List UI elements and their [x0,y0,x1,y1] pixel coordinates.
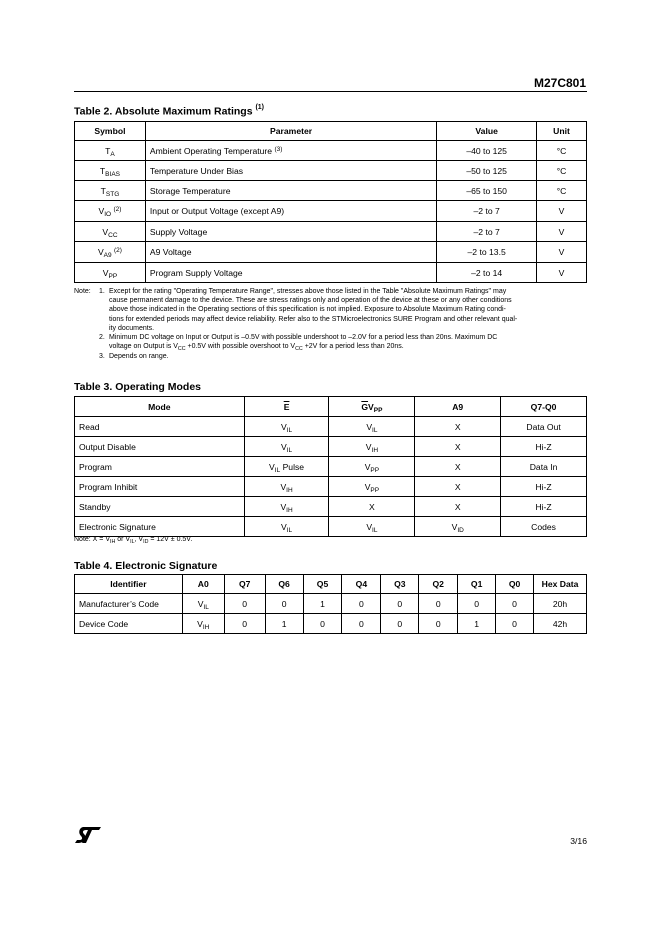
unit-cell: V [537,242,587,263]
bit-cell: 0 [381,614,419,634]
a9-cell: X [415,477,501,497]
g-cell: $V_{PP}$ [329,457,415,477]
bit-cell: 0 [303,614,342,634]
unit-cell: V [537,201,587,222]
header-a9: A9 [415,397,501,417]
header-parameter: Parameter [145,122,436,141]
q-cell: Data In [501,457,587,477]
identifier-cell: Device Code [75,614,183,634]
header-q7: Q7 [224,575,265,594]
a9-cell: X [415,457,501,477]
table4-title: Table 4. Electronic Signature [74,560,218,572]
bit-cell: 1 [458,614,496,634]
unit-cell: V [537,222,587,242]
header-unit: Unit [537,122,587,141]
table-header-row [75,122,587,141]
bit-cell: 0 [419,594,458,614]
table2-notes [74,287,587,362]
g-cell: $V_{IH}$ [329,437,415,457]
parameter-cell: Ambient Operating Temperature $^{(3)}$ [145,141,436,161]
parameter-cell: Program Supply Voltage [145,263,436,283]
table2-title [74,105,264,118]
symbol-cell: $V_{IO}$ $^{(2)}$ [75,201,146,222]
q-cell: Codes [501,517,587,537]
hex-cell: 20h [534,594,587,614]
mode-cell: Read [75,417,245,437]
table-row [75,201,587,222]
page-number: 3/16 [570,836,587,846]
a0-cell: $V_{IH}$ [182,614,224,634]
bit-cell: 0 [224,614,265,634]
parameter-cell: Supply Voltage [145,222,436,242]
a0-cell: $V_{IL}$ [182,594,224,614]
value-cell: –2 to 7 [437,222,537,242]
header-rule [74,91,587,92]
table-row [75,614,587,634]
table2-title-text: Table 2. Absolute Maximum Ratings [74,105,253,118]
g-cell: $V_{IL}$ [329,517,415,537]
header-q4: Q4 [342,575,381,594]
parameter-cell: Temperature Under Bias [145,161,436,181]
parameter-cell: Storage Temperature [145,181,436,201]
e-cell: $V_{IH}$ [244,477,329,497]
identifier-cell: Manufacturer’s Code [75,594,183,614]
operating-modes-table [74,396,587,537]
table-row [75,222,587,242]
e-cell: $V_{IL}$ [244,517,329,537]
part-number: M27C801 [533,76,586,90]
g-cell: $V_{IL}$ [329,417,415,437]
value-cell: –2 to 14 [437,263,537,283]
note-label: Note: [74,288,91,295]
header-q6: Q6 [265,575,303,594]
table-row [75,181,587,201]
value-cell: –2 to 7 [437,201,537,222]
bit-cell: 0 [419,614,458,634]
header-q1: Q1 [458,575,496,594]
q-cell: Hi-Z [501,497,587,517]
value-cell: –50 to 125 [437,161,537,181]
a9-cell: X [415,417,501,437]
note-3-text: Depends on range. [109,353,169,361]
table-row [75,242,587,263]
bit-cell: 0 [265,594,303,614]
header-q5: Q5 [303,575,342,594]
note-2-text: Minimum DC voltage on Input or Output is –0.5V with possible undershoot to –2.0V for a period less than 20ns. Maximum DC voltage on Output is $V_{CC} +0.5V$ with possible overshoot to $V_{CC} +2V$ for a period less than 20ns. [109,334,498,352]
mode-cell: Program [75,457,245,477]
table3-title: Table 3. Operating Modes [74,381,201,393]
st-logo-icon [74,826,102,844]
bit-cell: 1 [303,594,342,614]
header-gvpp: $\overline{G}V_{PP}$ [329,397,415,417]
header-q3: Q3 [381,575,419,594]
value-cell: –40 to 125 [437,141,537,161]
a9-cell: X [415,437,501,457]
note-number: 3. [99,353,105,361]
mode-cell: Output Disable [75,437,245,457]
table-row [75,497,587,517]
table-header-row [75,575,587,594]
a9-cell: X [415,497,501,517]
bit-cell: 0 [342,594,381,614]
table-row [75,477,587,497]
unit-cell: °C [537,161,587,181]
bit-cell: 1 [265,614,303,634]
g-cell: $V_{PP}$ [329,477,415,497]
symbol-cell: $V_{PP}$ [75,263,146,283]
header-value: Value [437,122,537,141]
bit-cell: 0 [496,614,534,634]
header-q0: Q0 [496,575,534,594]
table-row [75,161,587,181]
g-cell: X [329,497,415,517]
bit-cell: 0 [342,614,381,634]
e-cell: $V_{IL}$ Pulse [244,457,329,477]
electronic-signature-table [74,574,587,634]
header-q7-q0: Q7-Q0 [501,397,587,417]
bit-cell: 0 [458,594,496,614]
table-row [75,517,587,537]
table-row [75,141,587,161]
bit-cell: 0 [496,594,534,614]
table-header-row [75,397,587,417]
q-cell: Data Out [501,417,587,437]
mode-cell: Standby [75,497,245,517]
unit-cell: V [537,263,587,283]
table3-note: Note: $X = V_{IH}$ or $V_{IL}$, $V_{ID} = 12V \pm 0.5V$. [74,536,193,545]
header-q2: Q2 [419,575,458,594]
a9-cell: $V_{ID}$ [415,517,501,537]
bit-cell: 0 [381,594,419,614]
note-1-text: Except for the rating "Operating Temperature Range", stresses above those listed in the Table "Absolute Maximum Ratings" may cause permanent damage to the device. These are stress ratings only and operation of the device at these or any other conditions above those indicated in the Operating sections of this specification is not implied. Exposure to Absolute Maximum Rating condi- tions for extended periods may affect device reliability. Refer also to the STMicroelectronics SURE Program and other relevant qual- ity documents. [109,288,518,332]
header-a0: A0 [182,575,224,594]
unit-cell: °C [537,181,587,201]
header-e: $\overline{E}$ [244,397,329,417]
table-row [75,263,587,283]
symbol-cell: $T_{BIAS}$ [75,161,146,181]
symbol-cell: $T_A$ [75,141,146,161]
absolute-maximum-ratings-table [74,121,587,283]
header-symbol: Symbol [75,122,146,141]
parameter-cell: A9 Voltage [145,242,436,263]
header-hex-data: Hex Data [534,575,587,594]
header-identifier: Identifier [75,575,183,594]
symbol-cell: $T_{STG}$ [75,181,146,201]
table-row [75,437,587,457]
table-row [75,457,587,477]
unit-cell: °C [537,141,587,161]
e-cell: $V_{IL}$ [244,417,329,437]
header-mode: Mode [75,397,245,417]
parameter-cell: Input or Output Voltage (except A9) [145,201,436,222]
note-number: 1. [99,288,105,295]
note-number: 2. [99,334,105,342]
table-row [75,594,587,614]
q-cell: Hi-Z [501,477,587,497]
symbol-cell: $V_{A9}$ $^{(2)}$ [75,242,146,263]
e-cell: $V_{IL}$ [244,437,329,457]
table-row [75,417,587,437]
table2-title-note: (1) [255,104,265,111]
mode-cell: Program Inhibit [75,477,245,497]
value-cell: –65 to 150 [437,181,537,201]
hex-cell: 42h [534,614,587,634]
q-cell: Hi-Z [501,437,587,457]
bit-cell: 0 [224,594,265,614]
symbol-cell: $V_{CC}$ [75,222,146,242]
value-cell: –2 to 13.5 [437,242,537,263]
e-cell: $V_{IH}$ [244,497,329,517]
mode-cell: Electronic Signature [75,517,245,537]
